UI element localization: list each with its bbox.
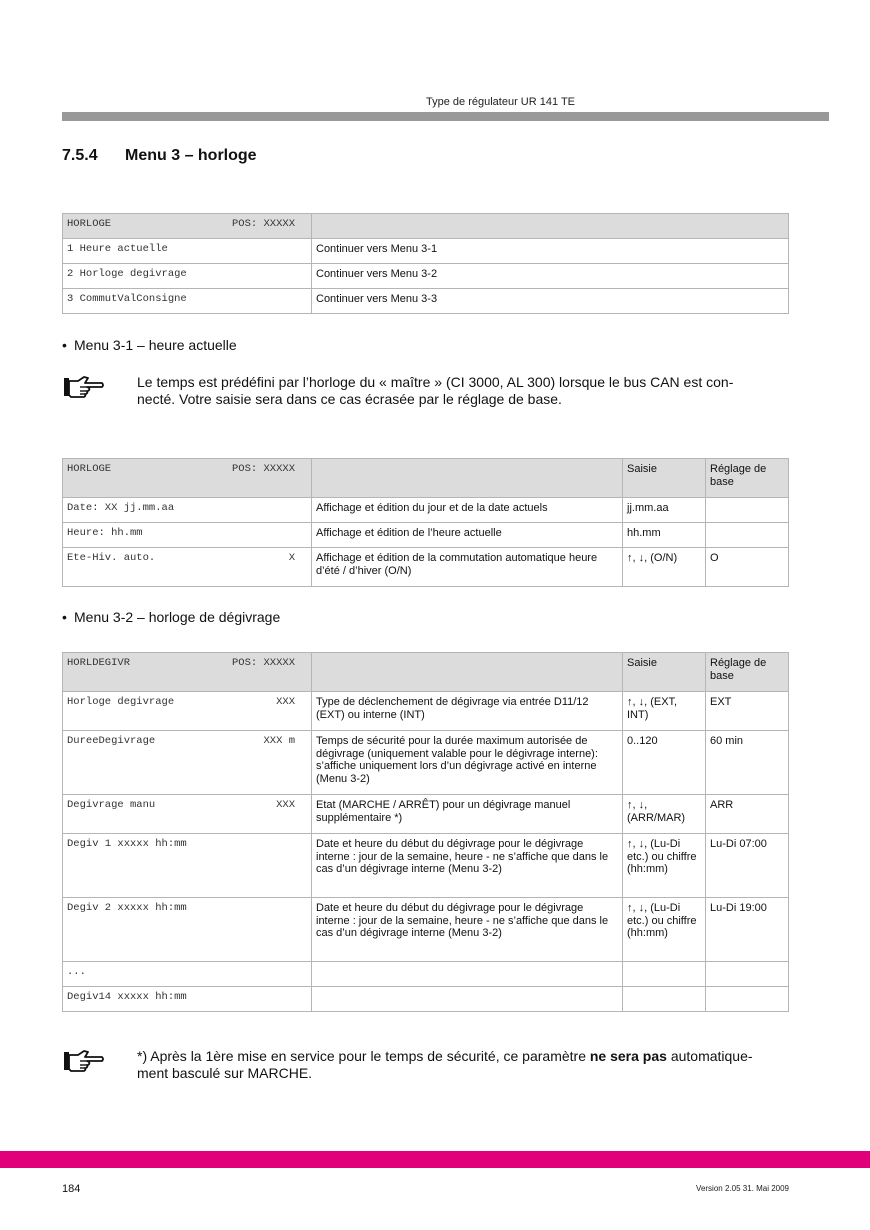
parameter-label: DureeDegivrage [67, 735, 156, 747]
pointing-hand-icon [63, 1049, 105, 1075]
parameter-label: Degiv 1 xxxxx hh:mm [67, 838, 187, 850]
parameter-cell [63, 498, 312, 523]
table-row [63, 289, 789, 314]
table-row [63, 731, 789, 795]
parameter-label: Degiv14 xxxxx hh:mm [67, 991, 187, 1003]
reglage-cell: O [706, 548, 789, 587]
page-number: 184 [62, 1183, 81, 1195]
parameter-cell [63, 795, 312, 834]
bullet-text: Menu 3-1 – heure actuelle [74, 337, 237, 353]
parameter-cell [63, 548, 312, 587]
position-label: POS: XXXXX [231, 463, 295, 475]
parameter-label: Horloge degivrage [67, 696, 175, 708]
saisie-cell: ↑, ↓, (O/N) [623, 548, 706, 587]
position-label: POS: XXXXX [231, 657, 295, 669]
reglage-cell: Lu-Di 07:00 [706, 834, 789, 898]
table-header-row [63, 214, 789, 239]
menu-name: HORLOGE [67, 218, 112, 230]
saisie-cell: hh.mm [623, 523, 706, 548]
parameter-cell [63, 731, 312, 795]
table-row [63, 987, 789, 1012]
table-row [63, 962, 789, 987]
description-cell: Affichage et édition de la commutation automatique heure d’été / d’hiver (O/N) [312, 548, 623, 587]
parameter-cell [63, 523, 312, 548]
reglage-cell [706, 962, 789, 987]
saisie-cell: 0..120 [623, 731, 706, 795]
parameter-cell [63, 898, 312, 962]
reglage-cell [706, 523, 789, 548]
menu-entry-action: Continuer vers Menu 3-3 [312, 289, 789, 314]
saisie-cell [623, 962, 706, 987]
note-text-start: *) Après la 1ère mise en service pour le temps de sécurité, ce paramètre [137, 1048, 590, 1064]
table-header-cell [63, 214, 312, 239]
heure-actuelle-table [62, 458, 789, 587]
description-cell [312, 987, 623, 1012]
note-line: ment basculé sur MARCHE. [137, 1065, 313, 1081]
description-cell [312, 962, 623, 987]
saisie-cell: jj.mm.aa [623, 498, 706, 523]
table-header-row [63, 459, 789, 498]
menu-entry-action: Continuer vers Menu 3-1 [312, 239, 789, 264]
parameter-cell [63, 692, 312, 731]
pointing-hand-icon [63, 375, 105, 401]
parameter-value: XXX [276, 696, 295, 708]
table-row [63, 795, 789, 834]
menu-entry-action: Continuer vers Menu 3-2 [312, 264, 789, 289]
section-heading [62, 147, 257, 165]
menu-entry: 3 CommutValConsigne [63, 289, 312, 314]
description-cell: Date et heure du début du dégivrage pour le dégivrage interne : jour de la semaine, heure - ne s’affiche que dans le cas d’un dégivrage interne (Menu 3-2) [312, 898, 623, 962]
parameter-value: XXX m [263, 735, 295, 747]
table-header-empty [312, 214, 789, 239]
table-header-empty [312, 653, 623, 692]
parameter-cell [63, 962, 312, 987]
bullet-dot: • [62, 337, 67, 353]
horloge-degivrage-table [62, 652, 789, 1012]
saisie-cell: ↑, ↓, (Lu-Di etc.) ou chiffre (hh:mm) [623, 834, 706, 898]
saisie-cell [623, 987, 706, 1012]
bullet-text: Menu 3-2 – horloge de dégivrage [74, 609, 281, 625]
table-row [63, 498, 789, 523]
header-bar [62, 112, 829, 121]
parameter-label: Ete-Hiv. auto. [67, 552, 156, 564]
table-header-row [63, 653, 789, 692]
parameter-cell [63, 834, 312, 898]
bullet-menu-3-2 [62, 609, 280, 625]
note-line: Le temps est prédéfini par l’horloge du « maître » (CI 3000, AL 300) lorsque le bus CAN est con- [137, 374, 734, 390]
header-title: Type de régulateur UR 141 TE [426, 96, 575, 108]
table-header-cell [63, 653, 312, 692]
parameter-value: XXX [276, 799, 295, 811]
note-can-bus [137, 374, 777, 408]
section-number: 7.5.4 [62, 147, 98, 164]
table-row [63, 523, 789, 548]
reglage-cell: EXT [706, 692, 789, 731]
reglage-cell: ARR [706, 795, 789, 834]
parameter-label: Degiv 2 xxxxx hh:mm [67, 902, 187, 914]
menu-entry: 1 Heure actuelle [63, 239, 312, 264]
bullet-dot: • [62, 609, 67, 625]
section-title: Menu 3 – horloge [125, 147, 257, 164]
menu-name: HORLDEGIVR [67, 657, 131, 669]
note-emphasis: ne sera pas [589, 1048, 667, 1064]
note-text-end: automatique- [666, 1048, 753, 1064]
table-row [63, 548, 789, 587]
column-header-saisie: Saisie [623, 653, 706, 692]
saisie-cell: ↑, ↓, (Lu-Di etc.) ou chiffre (hh:mm) [623, 898, 706, 962]
menu-entry: 2 Horloge degivrage [63, 264, 312, 289]
parameter-label: ... [67, 966, 86, 978]
description-cell: Temps de sécurité pour la durée maximum autorisée de dégivrage (uniquement valable pour le dégivrage interne): s’affiche uniquement lors d’un dégivrage activé en interne (Menu 3-2) [312, 731, 623, 795]
table-header-cell [63, 459, 312, 498]
note-line: necté. Votre saisie sera dans ce cas écrasée par le réglage de base. [137, 391, 562, 407]
column-header-reglage: Réglage de base [706, 653, 789, 692]
version-info: Version 2.05 31. Mai 2009 [696, 1184, 789, 1193]
footer-bar [0, 1151, 870, 1168]
description-cell: Type de déclenchement de dégivrage via entrée D11/12 (EXT) ou interne (INT) [312, 692, 623, 731]
reglage-cell [706, 498, 789, 523]
parameter-cell [63, 987, 312, 1012]
reglage-cell [706, 987, 789, 1012]
reglage-cell: Lu-Di 19:00 [706, 898, 789, 962]
table-header-empty [312, 459, 623, 498]
table-row [63, 898, 789, 962]
table-row [63, 264, 789, 289]
parameter-label: Date: XX jj.mm.aa [67, 502, 175, 514]
table-row [63, 834, 789, 898]
parameter-value: X [288, 552, 295, 564]
menu-name: HORLOGE [67, 463, 112, 475]
bullet-menu-3-1 [62, 337, 237, 353]
saisie-cell: ↑, ↓, (EXT, INT) [623, 692, 706, 731]
column-header-reglage: Réglage de base [706, 459, 789, 498]
description-cell: Affichage et édition du jour et de la date actuels [312, 498, 623, 523]
table-row [63, 692, 789, 731]
saisie-cell: ↑, ↓, (ARR/MAR) [623, 795, 706, 834]
reglage-cell: 60 min [706, 731, 789, 795]
parameter-label: Degivrage manu [67, 799, 156, 811]
column-header-saisie: Saisie [623, 459, 706, 498]
description-cell: Etat (MARCHE / ARRÊT) pour un dégivrage manuel supplémentaire *) [312, 795, 623, 834]
note-safety-time [137, 1048, 777, 1082]
description-cell: Date et heure du début du dégivrage pour le dégivrage interne : jour de la semaine, heure - ne s’affiche que dans le cas d’un dégivrage interne (Menu 3-2) [312, 834, 623, 898]
horloge-menu-table [62, 213, 789, 314]
position-label: POS: XXXXX [231, 218, 295, 230]
description-cell: Affichage et édition de l’heure actuelle [312, 523, 623, 548]
parameter-label: Heure: hh.mm [67, 527, 143, 539]
table-row [63, 239, 789, 264]
